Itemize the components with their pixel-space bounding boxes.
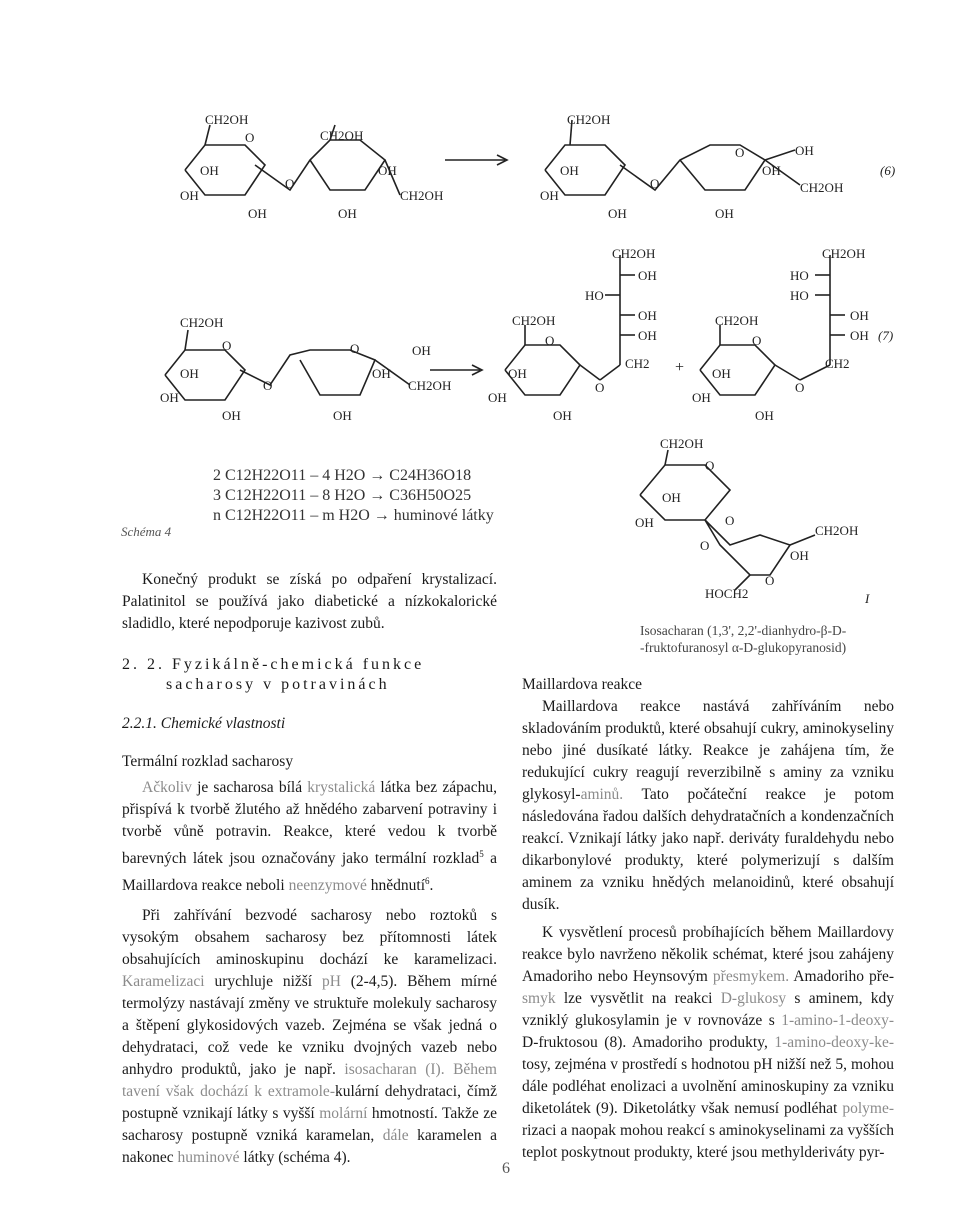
equation: 2 C12H22O11 – 4 H2O → C24H36O18 [213, 467, 472, 484]
chem-label: O [285, 176, 295, 191]
chem-label: OH [662, 490, 681, 505]
chem-label: CH2 [825, 356, 850, 371]
chem-label: O [545, 333, 555, 348]
right-column [522, 674, 894, 1164]
chem-label: OH [333, 408, 352, 423]
chem-label: O [263, 378, 273, 393]
reaction-number-6: (6) [880, 163, 896, 178]
chem-label: CH2OH [660, 436, 704, 451]
chem-label: OH [608, 206, 627, 221]
structure-number: I [865, 591, 870, 606]
chem-label: OH [222, 408, 241, 423]
equation-list [213, 466, 494, 526]
chem-label: CH2OH [567, 112, 611, 127]
chem-label: OH [160, 390, 179, 405]
chem-label: O [222, 338, 232, 353]
chem-label: OH [488, 390, 507, 405]
intro-paragraph: Konečný produkt se získá po odpaření krystalizací. Palatinitol se používá jako diabetické a nízkokalorické sladidlo, které nepodporuje kazivost zubů. [122, 571, 497, 632]
chem-label: OH [638, 308, 657, 323]
chem-label: OH [850, 308, 869, 323]
chem-label: O [700, 538, 710, 553]
chem-label: OH [508, 366, 527, 381]
chem-label: CH2OH [205, 112, 249, 127]
chem-label: OH [712, 366, 731, 381]
chem-label: OH [338, 206, 357, 221]
chem-label: OH [180, 366, 199, 381]
chem-label: OH [850, 328, 869, 343]
chem-label: O [735, 145, 745, 160]
chem-label: CH2OH [400, 188, 444, 203]
reaction-number-7: (7) [878, 328, 894, 343]
chem-label: OH [200, 163, 219, 178]
chem-label: O [705, 458, 715, 473]
paragraph: Ačkoliv je sacharosa bílá krystalická látka bez zápachu, přispívá k tvorbě žlutého až hnědého zabarvení potraviny i tvorbě vůně potravin. Reakce, které vedou k tvorbě barevných látek jsou označovány jako termální rozklad$^5$ a Maillardova reakce neboli neenzymové hnědnutí$^6$. [122, 779, 498, 895]
equation: n C12H22O11 – m H2O → huminové látky [213, 507, 494, 524]
chem-label: O [650, 176, 660, 191]
plus-sign: + [675, 359, 685, 376]
structure-caption: Isosacharan (1,3', 2,2'-dianhydro-β-D- -fruktofuranosyl α-D-glukopyranosid) [640, 623, 847, 655]
chem-label: OH [692, 390, 711, 405]
chem-label: OH [540, 188, 559, 203]
chem-label: CH2OH [408, 378, 452, 393]
arrow-reaction-7 [430, 365, 482, 375]
chem-label: OH [638, 328, 657, 343]
chem-label: OH [248, 206, 267, 221]
chem-label: OH [638, 268, 657, 283]
chem-label: OH [560, 163, 579, 178]
paragraph: Při zahřívání bezvodé sacharosy nebo roztoků s vysokým obsahem sacharosy bez přítomnosti látek obsahujících aminoskupinu dochází ke karamelizaci. Karamelizaci urychluje nižší pH (2-4,5). Během mírné termolýzy nastávají změny ve struktuře molekuly sacharosy a štěpení glykosidových vazeb. Zejména se však jedná o dehydrataci, což vede ke vzniku dvojných vazeb nebo anhydro produktů, jako je např. isosacharan (I). Během tavení však dochází k extramole-kulární dehydrataci, čímž postupně vznikají látky s vyšší molární hmotností. Takže ze sacharosy postupně vzniká karamelan, dále karamelen a nakonec huminové látky (schéma 4). [122, 907, 498, 1167]
chem-label: OH [378, 163, 397, 178]
chem-label: OH [553, 408, 572, 423]
chem-label: O [795, 380, 805, 395]
chem-label: OH [755, 408, 774, 423]
chem-label: O [595, 380, 605, 395]
arrow-reaction-6 [445, 155, 507, 165]
chem-label: OH [635, 515, 654, 530]
scheme-label: Schéma 4 [121, 524, 172, 539]
chem-label: CH2OH [320, 128, 364, 143]
section-heading: 2. 2. Fyzikálně-chemická funkce sacharosy v potravinách [122, 656, 425, 693]
chem-label: CH2OH [800, 180, 844, 195]
left-column [122, 569, 497, 1169]
chem-label: OH [180, 188, 199, 203]
chem-label: HO [585, 288, 604, 303]
product-structure-6 [545, 120, 800, 195]
chem-label: O [350, 341, 360, 356]
chem-label: CH2OH [815, 523, 859, 538]
chem-label: OH [412, 343, 431, 358]
page-number: 6 [502, 1160, 510, 1177]
section-heading: Maillardova reakce [522, 676, 643, 693]
sucrose-structure-7 [165, 330, 410, 400]
subsection-heading: 2.2.1. Chemické vlastnosti [122, 715, 286, 732]
chem-label: O [725, 513, 735, 528]
chem-label: CH2OH [180, 315, 224, 330]
subheading: Termální rozklad sacharosy [122, 753, 294, 770]
equation: 3 C12H22O11 – 8 H2O → C36H50O25 [213, 487, 472, 504]
chem-label: OH [715, 206, 734, 221]
chem-label: O [245, 130, 255, 145]
chem-label: OH [795, 143, 814, 158]
chem-label: OH [790, 548, 809, 563]
chem-label: CH2 [625, 356, 650, 371]
chem-label: OH [762, 163, 781, 178]
chem-label: HO [790, 268, 809, 283]
chem-label: CH2OH [612, 246, 656, 261]
chem-label: O [765, 573, 775, 588]
paragraph: K vysvětlení procesů probíhajících během Maillardovy reakce bylo navrženo několik schémat, které jsou zahájeny Amadoriho nebo Heynsovým přesmykem. Amadoriho pře-smyk lze vysvětlit na reakci D-glukosy s aminem, kdy vzniklý glukosylamin je v rovnováze s 1-amino-1-deoxy-D-fruktosou (8). Amadoriho produkty, 1-amino-deoxy-ke-tosy, zejména v prostředí s hodnotou pH nižší než 5, mohou dále podléhat enolizaci a uvolnění aminoskupiny za vzniku diketolátek (9). Diketolátky však nemusí podléhat polyme-rizaci a naopak mohou reakcí s aminokyselinami za vyšších teplot poskytnout produkty, které jsou methylderiváty pyr- [522, 924, 895, 1161]
chem-label: CH2OH [512, 313, 556, 328]
chem-label: CH2OH [822, 246, 866, 261]
chem-label: HOCH2 [705, 586, 749, 601]
chem-label: O [752, 333, 762, 348]
paragraph: Maillardova reakce nastává zahříváním nebo skladováním produktů, které obsahují cukry, aminokyseliny nebo jiné dusíkaté látky. Reakce je zahájena tím, že redukující cukry reagují reverzibilně s aminy za vzniku glykosyl-aminů. Tato počáteční reakce je potom následována řadou dalších dehydratačních a kondenzačních reakcí. Vznikají látky jako např. deriváty furaldehydu nebo dikarbonylové produkty, které polymerizují s dalším aminem za vzniku hnědých melanoidinů, které obsahují dusík. [522, 698, 894, 913]
chem-label: HO [790, 288, 809, 303]
chem-label: OH [372, 366, 391, 381]
chem-label: CH2OH [715, 313, 759, 328]
